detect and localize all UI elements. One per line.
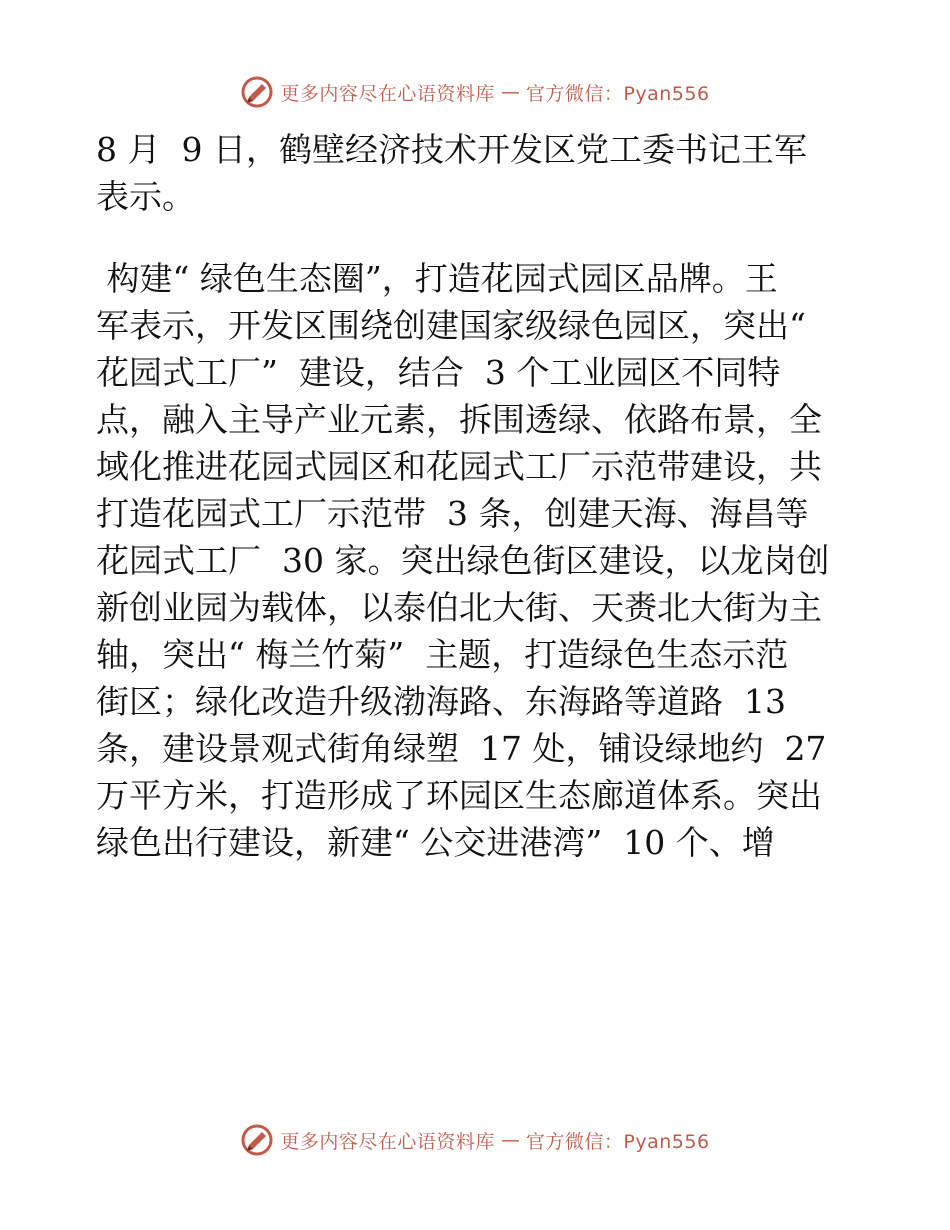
- text-line: 花园式工厂” 建设，结合 3 个工业园区不同特: [96, 353, 781, 392]
- text-line: 万平方米，打造形成了环园区生态廊道体系。突出: [96, 776, 822, 815]
- text-line: 街区；绿化改造升级渤海路、东海路等道路 13: [96, 682, 786, 721]
- header-dash: —: [500, 81, 520, 103]
- text-line: 花园式工厂 30 家。突出绿色街区建设，以龙岗创: [96, 541, 830, 580]
- text-line: 8 月 9 日，鹤壁经济技术开发区党工委书记王军: [96, 130, 807, 169]
- footer-dash: —: [500, 1129, 520, 1151]
- paragraph-2: [96, 255, 856, 866]
- text-line: 军表示，开发区围绕创建国家级绿色园区，突出“: [96, 306, 806, 345]
- paragraph-1: [96, 126, 856, 220]
- header-banner-text: 更多内容尽在心语资料库: [280, 82, 495, 105]
- footer-banner-text: 更多内容尽在心语资料库: [280, 1130, 495, 1153]
- logo-icon: [240, 1123, 274, 1157]
- footer-watermark: [0, 1120, 950, 1160]
- logo-icon: [240, 75, 274, 109]
- text-line: 条，建设景观式街角绿塑 17 处，铺设绿地约 27: [96, 729, 827, 768]
- text-line: 表示。: [96, 177, 195, 216]
- text-line: 构建“ 绿色生态圈”，打造花园式园区品牌。王: [96, 259, 778, 298]
- document-body-continued: [96, 255, 856, 866]
- text-line: 绿色出行建设，新建“ 公交进港湾” 10 个、增: [96, 823, 775, 862]
- header-watermark: [0, 72, 950, 112]
- text-line: 轴，突出“ 梅兰竹菊” 主题，打造绿色生态示范: [96, 635, 789, 674]
- document-body: [96, 126, 856, 220]
- text-line: 打造花园式工厂示范带 3 条，创建天海、海昌等: [96, 494, 809, 533]
- text-line: 域化推进花园式园区和花园式工厂示范带建设，共: [96, 447, 822, 486]
- text-line: 新创业园为载体，以泰伯北大街、天赉北大街为主: [96, 588, 822, 627]
- header-wechat-text: 官方微信：Pyan556: [525, 82, 710, 105]
- footer-wechat-text: 官方微信：Pyan556: [525, 1130, 710, 1153]
- text-line: 点，融入主导产业元素，拆围透绿、依路布景，全: [96, 400, 822, 439]
